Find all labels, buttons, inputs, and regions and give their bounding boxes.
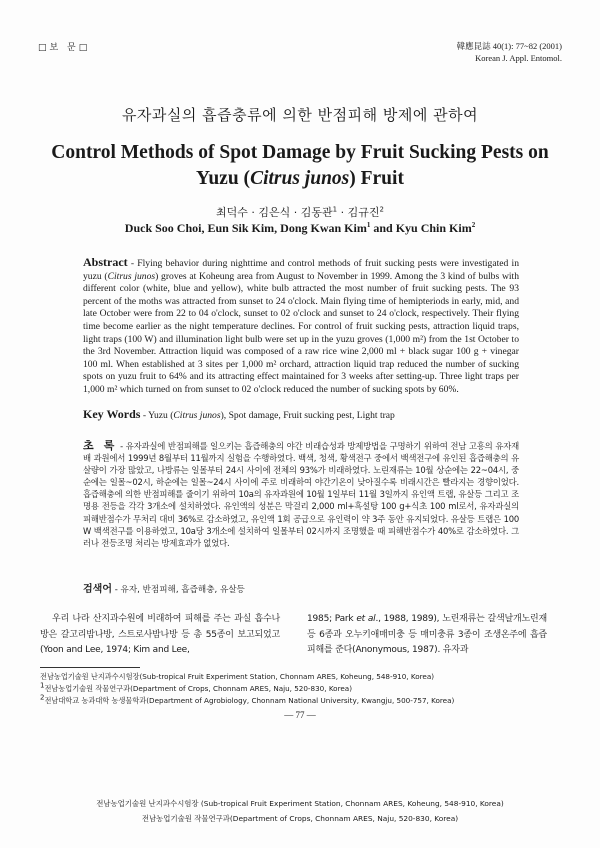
body-text: 1985; Park <box>307 614 357 624</box>
authors-part: Duck Soo Choi, Eun Sik Kim, Dong Kwan Kim <box>124 221 367 235</box>
footnote <box>40 695 560 707</box>
keywords-label: Key Words <box>83 407 141 421</box>
korean-title: 유자과실의 흡즙충류에 의한 반점피해 방제에 관하여 <box>121 106 479 124</box>
bottom-repeat-text <box>0 796 600 826</box>
journal-citation <box>457 40 562 64</box>
footnote-text: 전남농업기술원 작물연구과(Department of Crops, Chonnam ARES, Naju, 520-830, Korea) <box>44 684 352 693</box>
footnote-mark: 1 <box>40 681 45 690</box>
footnotes <box>40 671 560 707</box>
bottom-repeat-line: 전남농업기술원 난지과수시험장 (Sub-tropical Fruit Experiment Station, Chonnam ARES, Koheung, 548-910, Korea) <box>96 799 504 808</box>
author-ko: 김은식 <box>258 206 291 219</box>
author-ko: 김규진 <box>347 206 380 219</box>
affiliation-mark: 1 <box>366 221 371 229</box>
bottom-repeat-line: 전남농업기술원 작물연구과(Department of Crops, Chonnam ARES, Naju, 520-830, Korea) <box>141 814 459 823</box>
english-abstract <box>83 256 519 397</box>
body-italic: et al <box>356 614 376 624</box>
korean-abstract-label: 초 록 <box>83 439 118 452</box>
body-column-right <box>307 612 547 659</box>
journal-citation-english: Korean J. Appl. Entomol. <box>475 53 562 63</box>
footnote-text: 전남대학교 농과대학 농생물학과(Department of Agrobiology, Chonnam National University, Kwangju, 500-757, Korea) <box>44 696 455 705</box>
journal-citation-korean: 韓應昆誌 40(1): 77~82 (2001) <box>456 41 562 51</box>
page-number: — 77 — <box>284 710 316 720</box>
english-authors <box>0 221 600 236</box>
footnote-rule <box>40 667 140 668</box>
english-title-line1: Control Methods of Spot Damage by Fruit Sucking Pests on <box>51 142 549 163</box>
abstract-text-cont: ) groves at Koheung area from August to November in 1999. Among the 3 kind of bulbs with different color (white, blue and yellow), white bulb attracted the most number of fruit sucking pests. The 93 percent of the moths was attracted from sunset to 24 o'clock. Main flying time of hemipteriods in early, mid, and late October were from 22 to 04 o'clock, sunset to 02 o'clock and sunset to 24 o'clock, respectively. Their flying time become earlier as the night temperature declines. For control of fruit sucking pests, attraction liquid traps, light traps (100 W) and illumination light bulb were set up in the yuzu groves (1,000 m²) from the 1st October to the 3rd November. Attraction liquid was composed of a raw rice wine 2,000 ml + black sugar 100 g + vinegar 100 ml. When established at 3 sites per 1,000 m² orchard, attraction liquid trap reduced the number of sucking spots on yuzu fruit to 64% and its attracting effect maintained for 3 weeks after setting-up. Three light traps per 1,000 m² which turned on from sunset to 02 o'clock reduced the number of sucking spots by 60%. <box>83 270 519 395</box>
footnote-mark: 2 <box>40 693 45 702</box>
body-column-left: 우리 나라 산지과수원에 비래하여 피해를 주는 과실 흡수나방은 갈고리밤나방, 스트로사밤나방 등 총 55종이 보고되었고(Yoon and Lee, 1974; Kim and Lee, <box>40 614 280 655</box>
author-separator: · <box>337 206 348 219</box>
korean-abstract-text: - 유자과실에 반점피해를 일으키는 흡즙해충의 야간 비래습성과 방제방법을 구명하기 위하여 전남 고흥의 유자재배 과원에서 1999년 8월부터 11월까지 실험을 수행하였다. 백색, 청색, 황색전구 중에서 백색전구에 유인된 흡즙해충의 유살량이 가장 많았고, 나방류는 일몰부터 24시 사이에 전체의 93%가 비래하였다. 노린재류는 10월 상순에는 22~04시, 중순에는 일몰~02시, 하순에는 일몰~24시 사이에 주로 비래하여 야간기온이 낮아질수록 비래시간은 빨라지는 경향이었다. 흡즙해충에 의한 반점피해를 줄이기 위하여 10a의 유자과원에 10월 1일부터 11월 3일까지 유인액 트랩, 유살등 그리고 조명용 전등을 각각 3개소에 설치하였다. 유인액의 성분은 막걸리 2,000 ml+흑설탕 100 g+식초 100 ml로서, 유자과실의 피해반점수가 무처리 대비 36%로 감소하였고, 유인액 1회 공급으로 유인력이 약 3주 동안 유지되었다. 유살등 트랩은 100 W 백색전구를 이용하였고, 10a당 3개소에 설치하여 일몰부터 02시까지 조명했을 때 피해반점수가 40%로 감소하였다. 그러나 전등조명 처리는 방제효과가 없었다. <box>83 441 519 548</box>
keywords-text: - Yuzu ( <box>140 410 174 421</box>
author-ko: 김동관 <box>300 206 333 219</box>
keywords-species: Citrus junos <box>173 410 221 421</box>
affiliation-mark: 1 <box>332 205 338 214</box>
section-label: □보 문□ <box>38 43 91 53</box>
korean-abstract <box>83 440 519 549</box>
keywords-text-cont: ), Spot damage, Fruit sucking pest, Light trap <box>220 410 395 421</box>
title-text: Yuzu ( <box>196 168 251 189</box>
korean-keywords-text: - 유자, 반점피해, 흡즙해충, 유살등 <box>111 585 245 595</box>
footnote <box>40 671 560 683</box>
english-title-line2 <box>0 166 600 192</box>
korean-keywords-label: 검색어 <box>83 584 112 595</box>
author-separator: · <box>290 206 301 219</box>
affiliation-mark: 2 <box>471 221 476 229</box>
body-text-cont: ., 1988, 1989), 노린재류는 갈색날개노린재 등 6종과 오누키애매미충 등 매미충류 3종이 조생온주에 흡즙피해를 준다(Anonymous, 1987). 유자과 <box>307 614 547 655</box>
footnote-text: 전남농업기술원 난지과수시험장(Sub-tropical Fruit Experiment Station, Chonnam ARES, Koheung, 548-910, Korea) <box>40 672 435 681</box>
korean-keywords <box>83 580 519 595</box>
authors-part: and Kyu Chin Kim <box>370 221 472 235</box>
abstract-label: Abstract <box>83 255 128 269</box>
affiliation-mark: 2 <box>379 205 384 214</box>
english-keywords <box>83 407 519 422</box>
title-species: Citrus junos <box>250 168 350 189</box>
korean-authors <box>0 204 600 220</box>
english-title <box>0 140 600 192</box>
author-separator: · <box>247 206 259 219</box>
footnote <box>40 683 560 695</box>
abstract-text: - Flying behavior during nighttime and control methods of fruit sucking pests were investigated in yuzu ( <box>83 258 519 282</box>
author-ko: 최덕수 <box>216 206 248 219</box>
abstract-species: Citrus junos <box>107 270 156 282</box>
title-text-end: ) Fruit <box>349 168 404 189</box>
